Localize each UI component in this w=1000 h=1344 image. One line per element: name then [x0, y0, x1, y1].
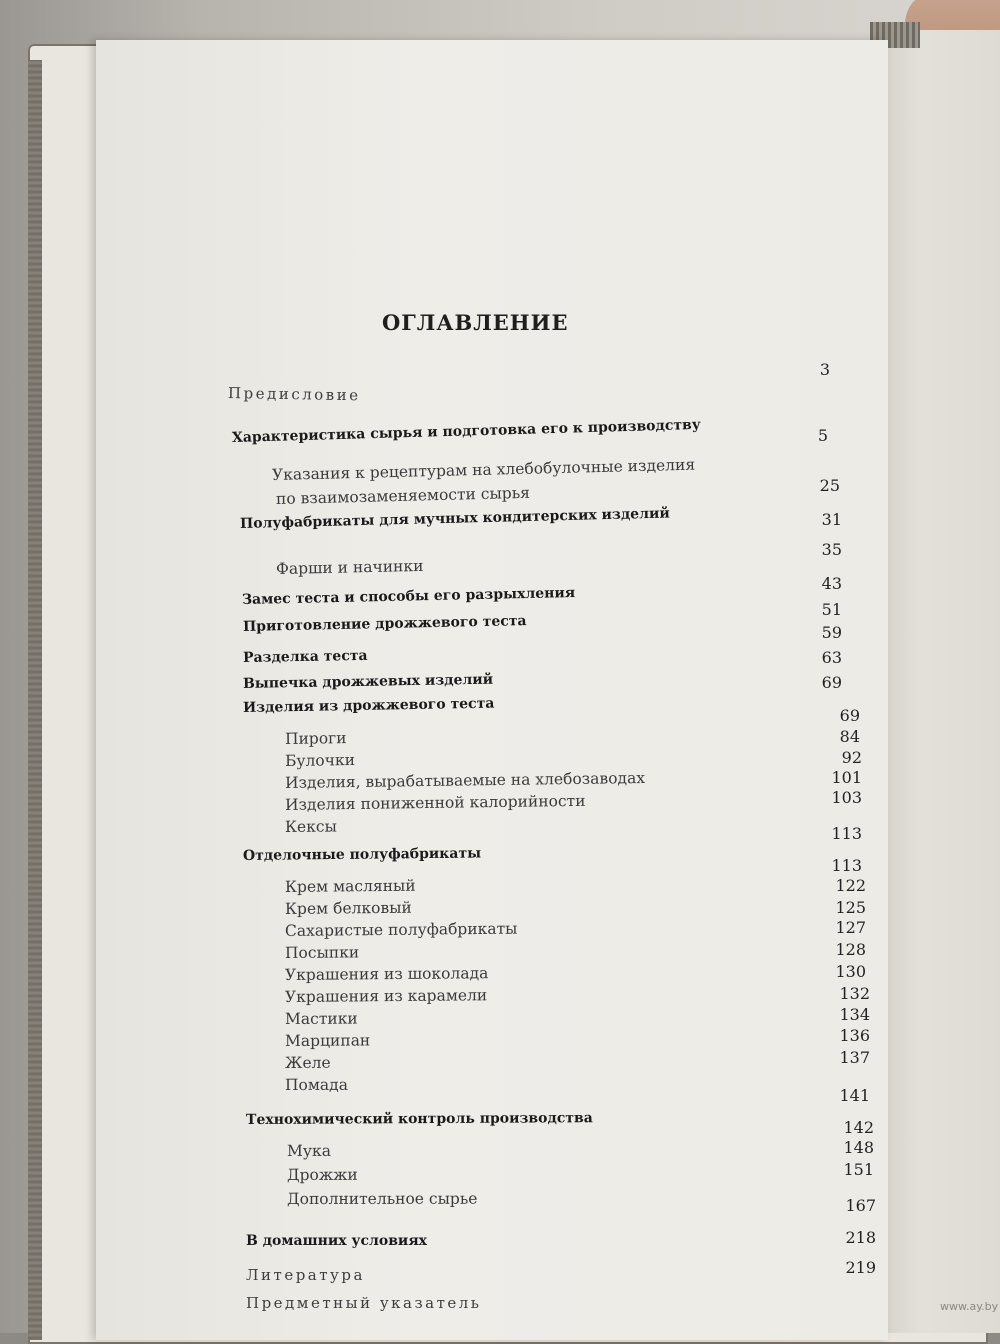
toc-entry: Помада	[284, 1075, 348, 1094]
toc-entry: Посыпки	[284, 943, 360, 962]
toc-page-number: 141	[839, 1086, 870, 1105]
toc-entry: Предисловие	[227, 384, 361, 405]
toc-entry: Марципан	[284, 1031, 371, 1050]
toc-entry: Изделия из дрожжевого теста	[242, 695, 495, 716]
toc-page-number: 128	[835, 940, 866, 959]
toc-page-number: 142	[843, 1118, 874, 1137]
toc-page-number: 148	[843, 1138, 874, 1157]
toc-entry: Дрожжи	[286, 1165, 358, 1184]
toc-page-number: 127	[835, 918, 866, 937]
toc-entry: Указания к рецептурам на хлебобулочные изделия	[271, 455, 696, 484]
toc-entry: В домашних условиях	[246, 1233, 428, 1249]
toc-page-number: 5	[817, 426, 828, 445]
toc-page-number: 35	[821, 540, 842, 559]
toc-entry: Полуфабрикаты для мучных кондитерских изделий	[239, 505, 670, 532]
toc-entry: Фарши и начинки	[275, 556, 424, 578]
toc-entry: Изделия пониженной калорийности	[284, 791, 586, 814]
toc-page-number: 63	[821, 648, 842, 667]
toc-entry: Мука	[286, 1141, 331, 1160]
cover-binding-edge	[28, 60, 42, 1340]
toc-entry: Украшения из шоколада	[284, 964, 489, 984]
toc-entry: Технохимический контроль производства	[245, 1110, 593, 1128]
toc-page-number: 113	[831, 856, 862, 875]
toc-page-number: 219	[845, 1258, 876, 1277]
toc-page-number: 92	[841, 748, 862, 767]
toc-entry: Крем масляный	[284, 876, 416, 896]
toc-page-number: 125	[835, 898, 866, 917]
toc-entry: Мастики	[284, 1009, 358, 1028]
toc-entry: Приготовление дрожжевого теста	[242, 613, 527, 635]
toc-page-number: 136	[839, 1026, 870, 1045]
toc-page-number: 132	[839, 984, 870, 1003]
toc-entry: Булочки	[284, 751, 356, 770]
toc-page-number: 43	[821, 574, 842, 593]
toc-entry: Отделочные полуфабрикаты	[242, 845, 482, 864]
toc-entry: Желе	[284, 1053, 331, 1072]
toc-entry: Сахаристые полуфабрикаты	[284, 919, 518, 940]
toc-page-number: 69	[839, 706, 860, 725]
toc-page-number: 51	[821, 600, 842, 619]
toc-page-number: 101	[831, 768, 862, 787]
toc-page-number: 25	[819, 476, 840, 495]
toc-page-number: 113	[831, 824, 862, 843]
toc-page-number: 84	[839, 727, 860, 746]
toc-page-number: 151	[843, 1160, 874, 1179]
toc-entry: Разделка теста	[242, 647, 368, 666]
toc-entry: Дополнительное сырье	[286, 1189, 478, 1208]
watermark: www.ay.by	[940, 1300, 999, 1313]
toc-entry: Украшения из карамели	[284, 986, 488, 1006]
toc-entry: Замес теста и способы его разрыхления	[241, 585, 576, 608]
toc-page-number: 134	[839, 1005, 870, 1024]
toc-entry: Выпечка дрожжевых изделий	[242, 671, 494, 692]
toc-page-number: 103	[831, 788, 862, 807]
book-page	[96, 40, 888, 1340]
toc-page-number: 31	[821, 510, 842, 529]
toc-page-number: 122	[835, 876, 866, 895]
toc-page-number: 167	[845, 1196, 876, 1215]
toc-page-number: 3	[819, 360, 830, 379]
toc-page-number: 69	[821, 673, 842, 692]
toc-entry: Кексы	[284, 817, 337, 836]
toc-entry: Крем белковый	[284, 898, 412, 918]
toc-entry: по взаимозаменяемости сырья	[275, 483, 531, 508]
toc-page-number: 130	[835, 962, 866, 981]
toc-entry: Характеристика сырья и подготовка его к производству	[231, 416, 701, 446]
toc-page-number: 59	[821, 623, 842, 642]
toc-page-number: 218	[845, 1228, 876, 1247]
toc-entry: Предметный указатель	[246, 1294, 482, 1312]
toc-entry: Литература	[246, 1266, 365, 1284]
toc-entry: Изделия, вырабатываемые на хлебозаводах	[284, 768, 646, 792]
toc-page-number: 137	[839, 1048, 870, 1067]
toc-entry: Пироги	[284, 729, 347, 748]
page-title: ОГЛАВЛЕНИЕ	[382, 310, 569, 335]
facing-page-edge	[888, 30, 1000, 1333]
